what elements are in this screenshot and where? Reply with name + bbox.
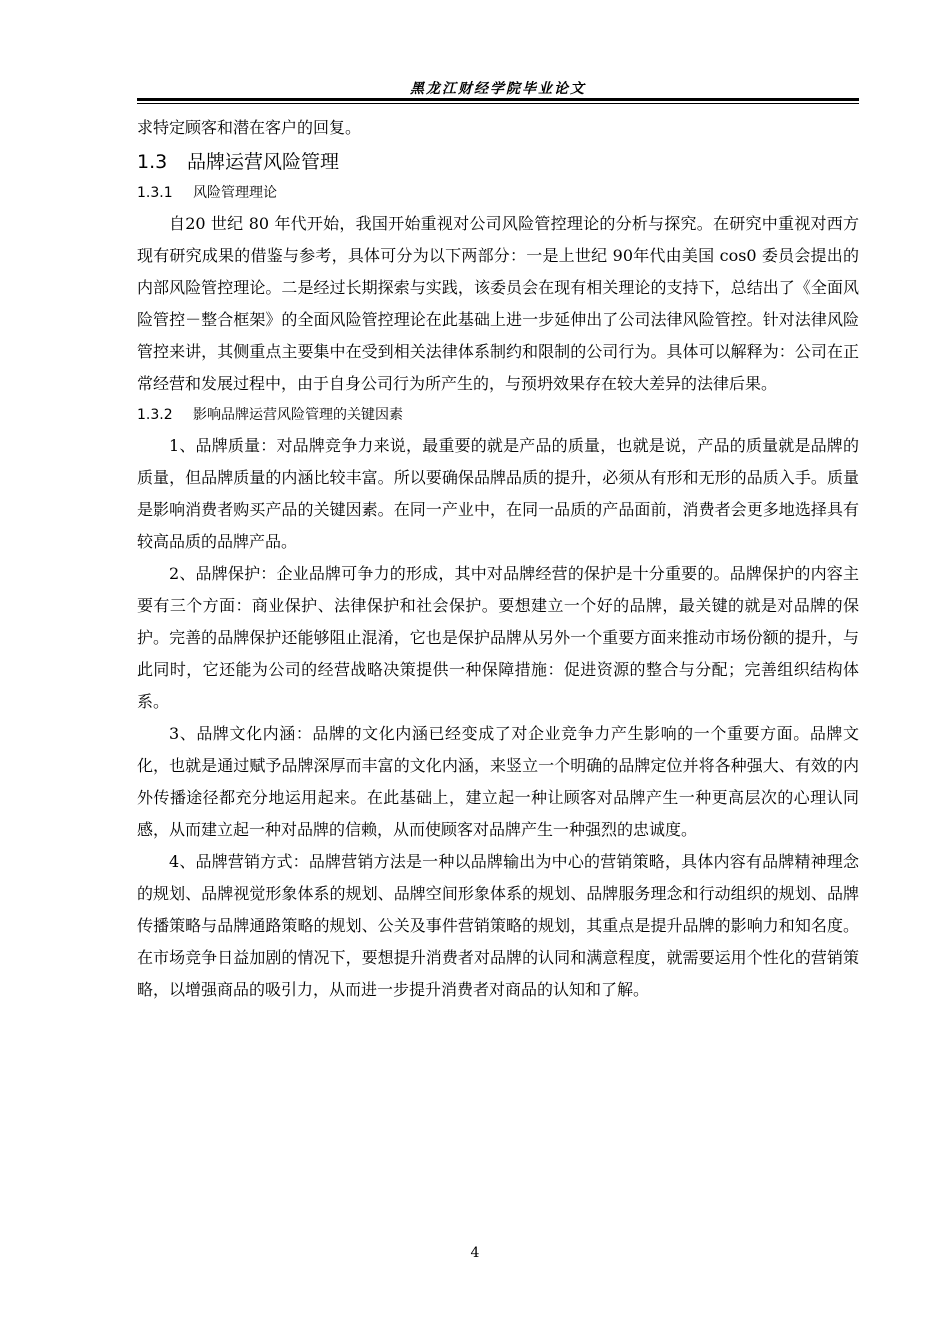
- page-number: 4: [470, 1245, 480, 1261]
- header-rule-thick: [137, 98, 859, 101]
- section-title: 品牌运营风险管理: [187, 151, 340, 173]
- section-heading-1-3: [137, 146, 859, 178]
- subsection-number: 1.3.2: [137, 407, 173, 423]
- subsection-title: 影响品牌运营风险管理的关键因素: [193, 407, 403, 423]
- header-rule-thin: [137, 103, 859, 104]
- subsection-title: 风险管理理论: [193, 185, 277, 201]
- factor-culture-paragraph: 3、品牌文化内涵：品牌的文化内涵已经变成了对企业竞争力产生影响的一个重要方面。品牌文化，也就是通过赋予品牌深厚而丰富的文化内涵，来竖立一个明确的品牌定位并将各种强大、有效的内外传播途径都充分地运用起来。在此基础上，建立起一种让顾客对品牌产生一种更高层次的心理认同感，从而建立起一种对品牌的信赖，从而使顾客对品牌产生一种强烈的忠诚度。: [137, 724, 859, 839]
- subsection-heading-1-3-2: [137, 400, 859, 430]
- page-body: [137, 112, 859, 1006]
- section-number: 1.3: [137, 151, 168, 173]
- subsection-number: 1.3.1: [137, 185, 173, 201]
- factor-marketing-paragraph: 4、品牌营销方式：品牌营销方法是一种以品牌输出为中心的营销策略，具体内容有品牌精神理念的规划、品牌视觉形象体系的规划、品牌空间形象体系的规划、品牌服务理念和行动组织的规划、品牌传播策略与品牌通路策略的规划、公关及事件营销策略的规划，其重点是提升品牌的影响力和知名度。在市场竞争日益加剧的情况下，要想提升消费者对品牌的认同和满意程度，就需要运用个性化的营销策略，以增强商品的吸引力，从而进一步提升消费者对商品的认知和了解。: [137, 852, 859, 999]
- factor-protection-paragraph: 2、品牌保护：企业品牌可争力的形成，其中对品牌经营的保护是十分重要的。品牌保护的内容主要有三个方面：商业保护、法律保护和社会保护。要想建立一个好的品牌，最关键的就是对品牌的保护。完善的品牌保护还能够阻止混淆，它也是保护品牌从另外一个重要方面来推动市场份额的提升，与此同时，它还能为公司的经营战略决策提供一种保障措施：促进资源的整合与分配；完善组织结构体系。: [137, 564, 859, 711]
- running-header: 黑龙江财经学院毕业论文: [410, 81, 586, 97]
- continuation-paragraph: 求特定顾客和潜在客户的回复。: [137, 118, 362, 137]
- risk-theory-paragraph: 自20 世纪 80 年代开始，我国开始重视对公司风险管控理论的分析与探究。在研究中重视对西方现有研究成果的借鉴与参考，具体可分为以下两部分：一是上世纪 90年代由美国 cos0 委员会提出的内部风险管控理论。二是经过长期探索与实践，该委员会在现有相关理论的支持下，总结出了《全面风险管控－整合框架》的全面风险管控理论在此基础上进一步延伸出了公司法律风险管控。针对法律风险管控来讲，其侧重点主要集中在受到相关法律体系制约和限制的公司行为。具体可以解释为：公司在正常经营和发展过程中，由于自身公司行为所产生的，与预坍效果存在较大差异的法律后果。: [137, 214, 859, 393]
- factor-quality-paragraph: 1、品牌质量：对品牌竞争力来说，最重要的就是产品的质量，也就是说，产品的质量就是品牌的质量，但品牌质量的内涵比较丰富。所以要确保品牌品质的提升，必须从有形和无形的品质入手。质量是影响消费者购买产品的关键因素。在同一产业中，在同一品质的产品面前，消费者会更多地选择具有较高品质的品牌产品。: [137, 436, 859, 551]
- subsection-heading-1-3-1: [137, 178, 859, 208]
